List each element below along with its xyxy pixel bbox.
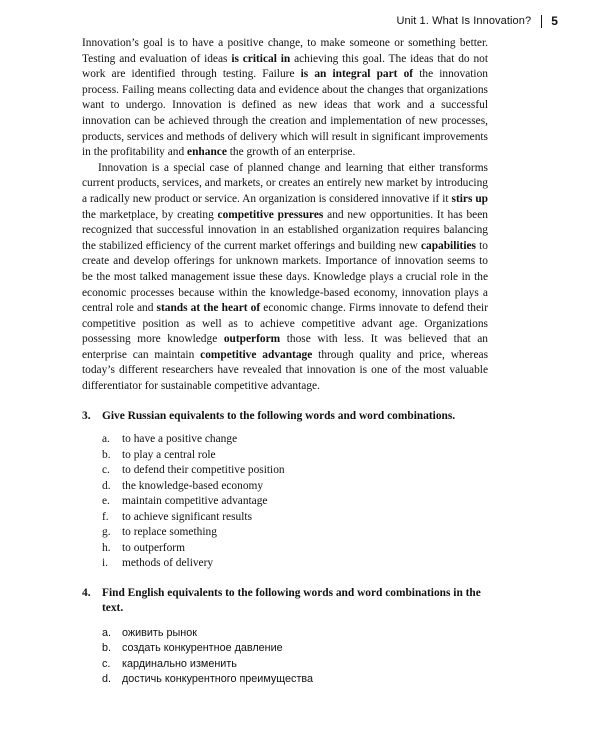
exercise-3-list — [82, 432, 488, 572]
text-run: achieving this goal. The ideas that do not work are identified through testing. Failure — [82, 52, 489, 81]
text-run: Innovation is a special case of planned change and learning that either transforms current products, services, and markets, or creates an entirely new market by introducing a radically new product or service. An organization is considered innovative if it — [82, 161, 488, 205]
list-item — [102, 510, 488, 526]
list-item — [102, 626, 488, 642]
text-run: and new opportunities. It has been recognized that successful innovation in an established organization requires balancing the stabilized efficiency of the current market offerings and building new — [82, 208, 488, 252]
exercise-4-heading — [82, 586, 488, 617]
item-letter: a. — [102, 433, 110, 446]
item-letter: b. — [102, 448, 111, 461]
item-text: to achieve significant results — [122, 510, 253, 523]
list-item — [102, 448, 488, 464]
item-letter: b. — [102, 642, 112, 655]
item-letter: c. — [102, 464, 110, 477]
item-text: создать конкурентное давление — [122, 642, 283, 655]
item-letter: e. — [102, 495, 110, 508]
header-divider — [541, 15, 542, 28]
text-run: the marketplace, by creating — [82, 208, 218, 221]
item-text: to defend their competitive position — [122, 464, 285, 477]
bold-term: outperform — [223, 333, 281, 346]
text-run: those with less. It was believed that an enterprise can maintain — [82, 333, 488, 361]
page-body — [82, 36, 488, 688]
list-item — [102, 657, 488, 673]
item-text: to replace something — [122, 526, 217, 539]
text-run: through quality and price, whereas today’s different researchers have revealed that innovation is one of the most valuable differentiator for sustainable competitive advantage. — [82, 348, 489, 393]
page-number: 5 — [551, 14, 558, 28]
list-item — [102, 525, 488, 541]
list-item — [102, 641, 488, 657]
text-run: the growth of an enterprise. — [226, 146, 356, 159]
item-letter: i. — [102, 557, 109, 570]
running-header — [396, 14, 558, 28]
item-letter: g. — [102, 526, 111, 539]
bold-term: stirs up — [451, 192, 488, 205]
exercise-4-instruction: Find English equivalents to the following words and word combinations in the text. — [102, 586, 481, 615]
text-run: to create and develop offerings for unknown markets. Importance of innovation seems to be the most talked management issue these days. Knowledge plays a crucial role in the economic processes because within the knowledge-based economy, innovation plays a central role and — [82, 239, 488, 315]
bold-term: is critical in — [231, 52, 291, 65]
list-item — [102, 479, 488, 495]
item-text: достичь конкурентного преимущества — [122, 673, 314, 686]
item-text: to have a positive change — [122, 433, 238, 446]
bold-term: is an integral part of — [300, 68, 414, 81]
bold-term: capabilities — [420, 239, 476, 252]
text-run: economic change. Firms innovate to defend their competitive position as well as to achieve competitive advant age. Organizations possessing more knowledge — [82, 302, 488, 346]
item-text: оживить рынок — [122, 626, 197, 639]
list-item — [102, 541, 488, 557]
paragraph-2 — [82, 161, 488, 395]
list-item — [102, 556, 488, 572]
item-letter: d. — [102, 673, 112, 686]
list-item — [102, 494, 488, 510]
unit-title: Unit 1. What Is Innovation? — [396, 15, 532, 27]
item-letter: f. — [102, 510, 109, 523]
exercise-3-heading — [82, 409, 488, 425]
exercise-4-list — [82, 626, 488, 688]
item-text: the knowledge-based economy — [122, 479, 264, 492]
item-text: maintain competitive advantage — [122, 495, 268, 508]
exercise-4-number: 4. — [82, 586, 91, 599]
exercise-3-number: 3. — [82, 409, 91, 422]
text-run: the innovation process. Failing means collecting data and evidence about the changes that organizations want to undergo. Innovation is defined as new ideas that work and a successful innovation can be achieved through the creation and implementation of new processes, products, services and methods of delivery which will result in significant improvements in the profitability and — [82, 68, 488, 159]
item-letter: h. — [102, 541, 111, 554]
item-text: to outperform — [122, 541, 185, 554]
list-item — [102, 672, 488, 688]
list-item — [102, 463, 488, 479]
bold-term: enhance — [187, 146, 227, 159]
exercise-3-instruction: Give Russian equivalents to the following words and word combinations. — [102, 409, 456, 422]
item-text: methods of delivery — [122, 557, 214, 570]
text-run: Innovation’s goal is to have a positive change, to make someone or something better. Testing and evaluation of ideas — [82, 37, 488, 65]
item-letter: c. — [102, 657, 111, 670]
list-item — [102, 432, 488, 448]
bold-term: stands at the heart of — [156, 302, 261, 315]
item-letter: a. — [102, 626, 112, 639]
item-text: to play a central role — [122, 448, 216, 461]
paragraph-1 — [82, 36, 488, 161]
item-text: кардинально изменить — [122, 657, 237, 670]
bold-term: competitive pressures — [217, 208, 324, 221]
bold-term: competitive advantage — [200, 348, 313, 361]
item-letter: d. — [102, 479, 111, 492]
